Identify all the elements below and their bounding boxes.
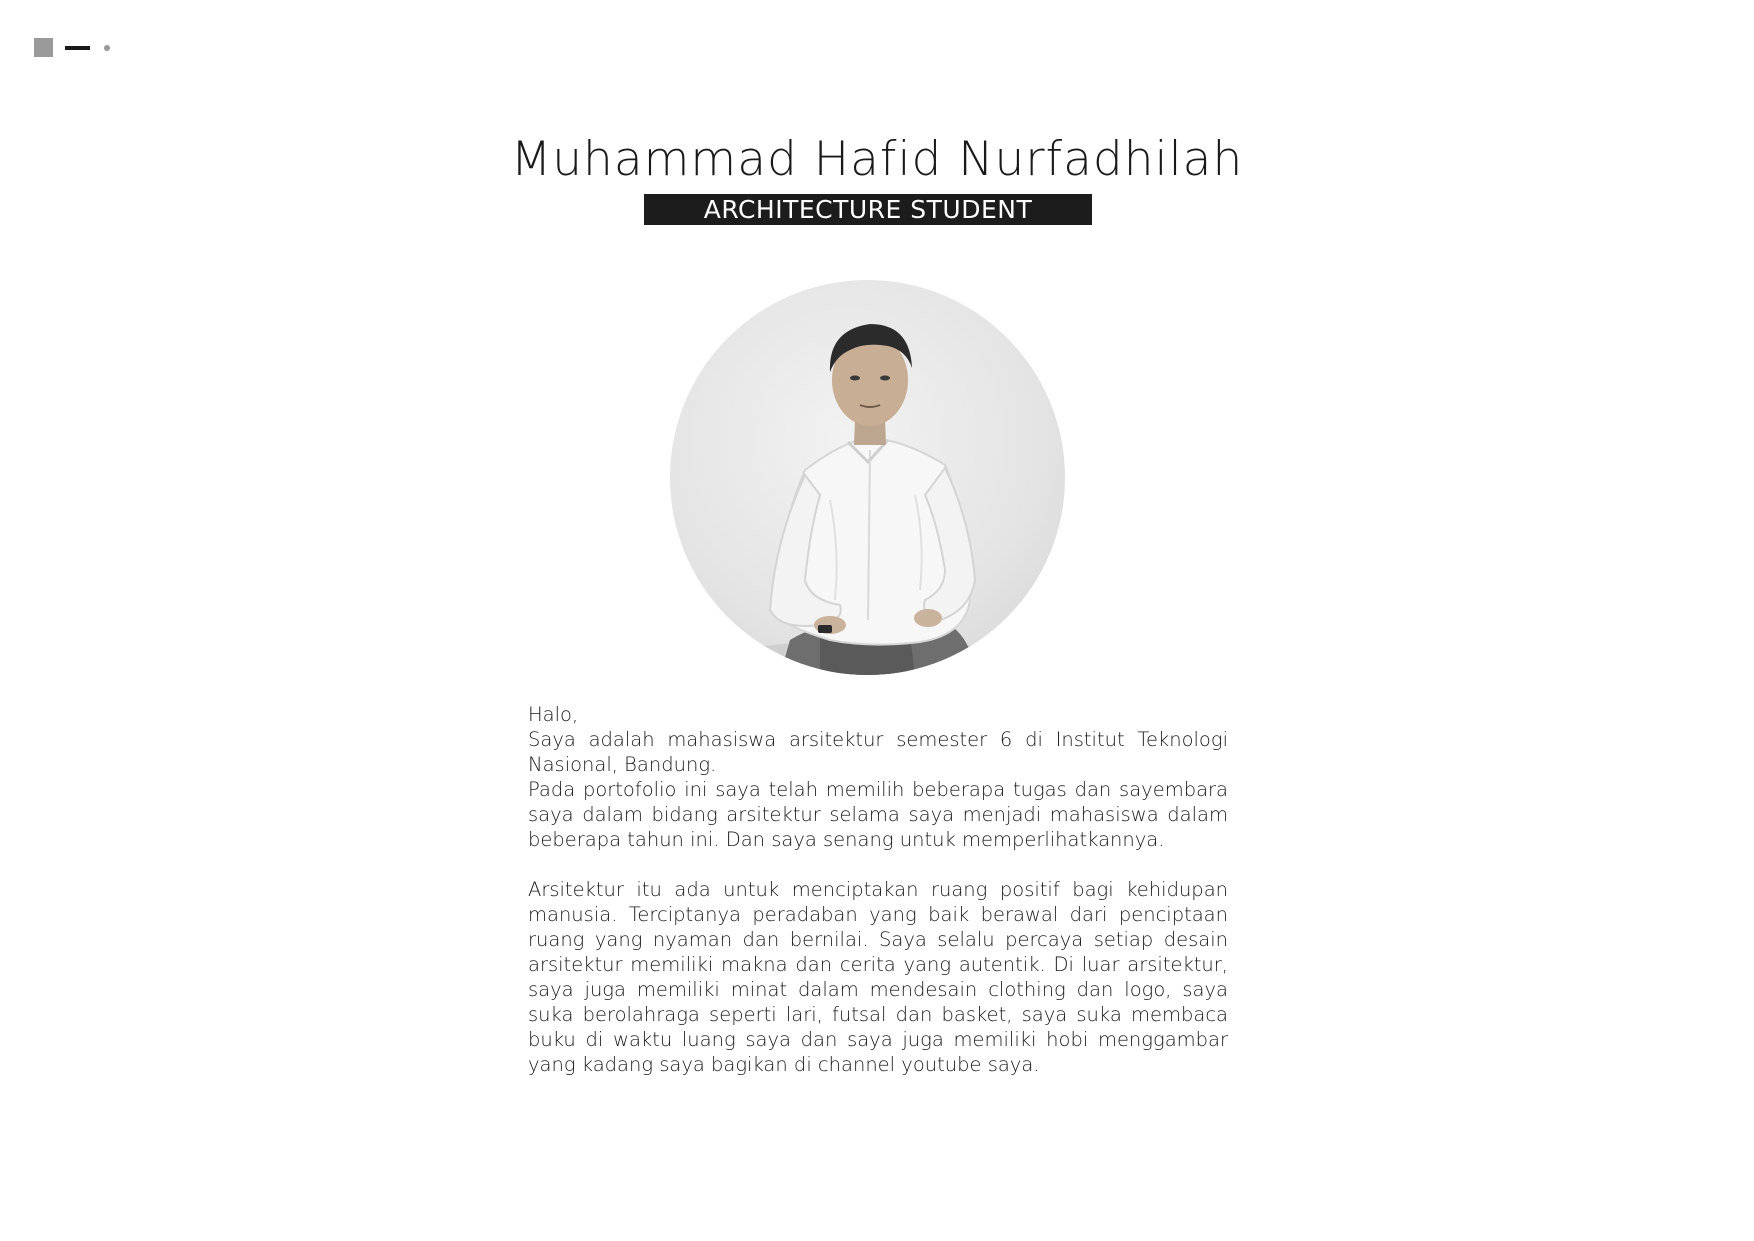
bio-portfolio: Pada portofolio ini saya telah memilih beberapa tugas dan sayembara saya dalam bidang arsitektur selama saya menjadi mahasiswa dalam beberapa tahun ini. Dan saya senang untuk memperlihatkannya. xyxy=(528,778,1228,851)
decoration-dash xyxy=(65,46,90,50)
portrait-illustration xyxy=(670,280,1065,675)
bio-intro: Saya adalah mahasiswa arsitektur semester 6 di Institut Teknologi Nasional, Bandung. xyxy=(528,728,1228,776)
decoration-square xyxy=(34,38,53,57)
profile-name: Muhammad Hafid Nurfadhilah xyxy=(510,132,1244,187)
role-label: ARCHITECTURE STUDENT xyxy=(703,195,1033,224)
bio-philosophy: Arsitektur itu ada untuk menciptakan ruang positif bagi kehidupan manusia. Terciptanya peradaban yang baik berawal dari penciptaan ruang yang nyaman dan bernilai. Saya selalu percaya setiap desain arsitektur memiliki makna dan cerita yang autentik. Di luar arsitektur, saya juga memiliki minat dalam mendesain clothing dan logo, saya suka berolahraga seperti lari, futsal dan basket, saya suka membaca buku di waktu luang saya dan saya juga memiliki hobi menggambar yang kadang saya bagikan di channel youtube saya. xyxy=(528,878,1228,1076)
profile-photo xyxy=(670,280,1065,675)
role-banner xyxy=(644,194,1092,225)
bio-greeting: Halo, xyxy=(528,703,579,726)
paragraph-spacer xyxy=(528,852,1228,877)
decoration-dot xyxy=(104,45,110,51)
bio-section xyxy=(528,702,1228,1077)
